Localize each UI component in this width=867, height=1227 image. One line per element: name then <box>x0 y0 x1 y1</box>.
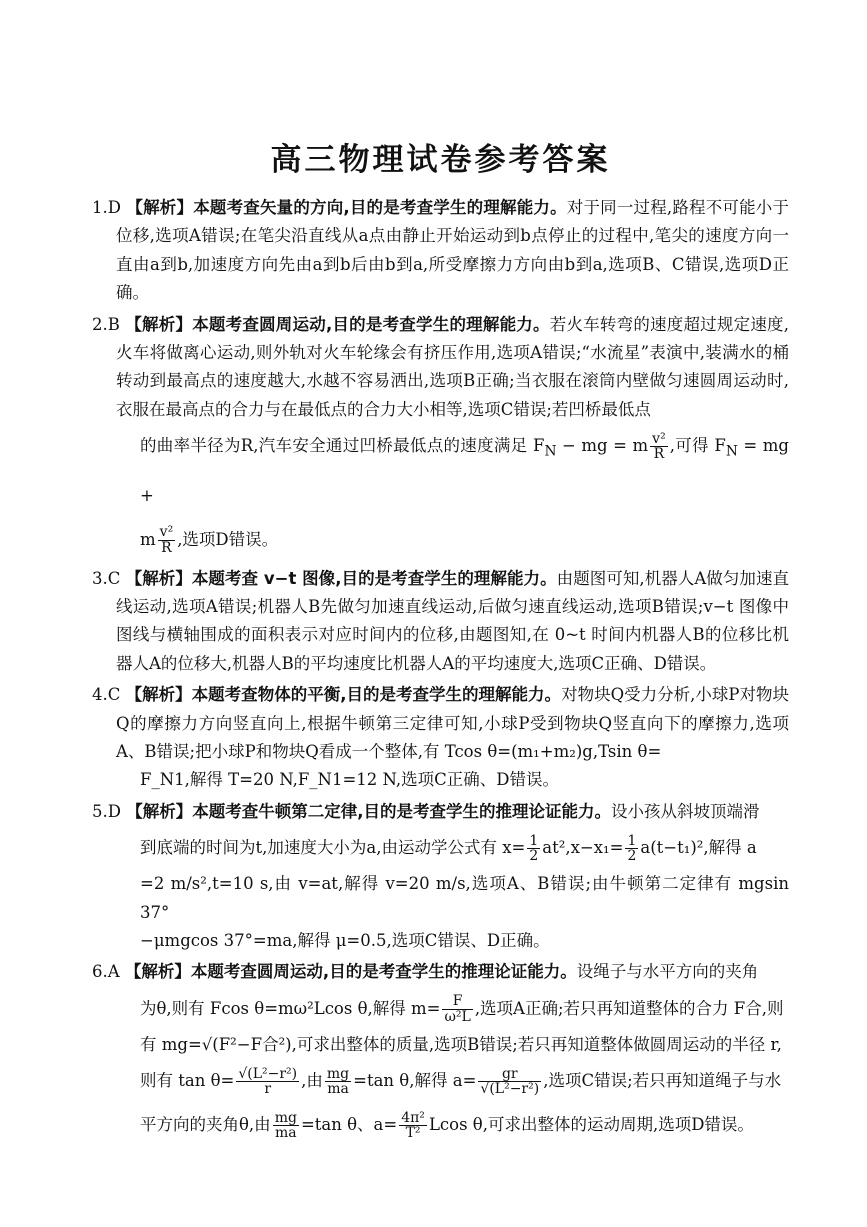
formula-text: = mg + <box>140 436 789 505</box>
fraction: $\frac{mg}{ma}$ <box>274 1109 297 1142</box>
formula-text: m <box>140 529 156 549</box>
formula-text: 的曲率半径为R,汽车安全通过凹桥最低点的速度满足 F <box>140 436 545 456</box>
formula-text: 为θ,则有 Fcos θ=mω²Lcos θ,解得 m= <box>140 998 441 1018</box>
analysis-lead: 本题考查 v−t 图像,目的是考查学生的理解能力。 <box>191 568 557 588</box>
formula-text: at²,x−x₁= <box>542 838 624 858</box>
fraction: $\frac{\text{4π²}}{\text{T²}}$ <box>401 1109 425 1142</box>
answer-number: 1.D <box>92 198 121 217</box>
analysis-body: 由题图可知,机器人A做匀加速直线运动,选项A错误;机器人B先做匀加速直线运动,后做匀速直线运动,选项B错误;v−t 图像中图线与横轴围成的面积表示对应时间内的位移,由题图知,在 0~t 时间内机器人B的位移比机器人A的位移大,机器人B的平均速度比机器人A的平均速度大,选项C正确、D错误。 <box>116 568 789 673</box>
fraction: $\frac{F}{\text{ω²L}}$ <box>444 993 471 1025</box>
fraction-numerator: v² <box>652 430 666 447</box>
formula-text: 平方向的夹角θ,由 <box>140 1115 271 1135</box>
analysis-tag: 【解析】 <box>126 801 193 821</box>
formula-text: ,可得 F <box>669 436 726 456</box>
formula-text: ,选项C错误;若只再知道绳子与水 <box>543 1071 782 1091</box>
answer-number: 6.A <box>92 962 120 982</box>
formula-text: Lcos θ,可求出整体的运动周期,选项D错误。 <box>428 1115 754 1135</box>
formula-text: a(t−t₁)²,解得 a <box>640 838 757 858</box>
answer-item-1 <box>92 194 789 308</box>
analysis-tag: 【解析】 <box>125 685 192 705</box>
page-title: 高三物理试卷参考答案 <box>270 142 611 178</box>
answer-item-2 <box>92 311 789 562</box>
analysis-body: 设小孩从斜坡顶端滑 <box>611 801 760 821</box>
analysis-lead: 本题考查圆周运动,目的是考查学生的理解能力。 <box>192 314 550 334</box>
analysis-lead: 本题考查圆周运动,目的是考查学生的推理论证能力。 <box>190 962 577 982</box>
analysis-tag: 【解析】 <box>124 962 191 982</box>
formula-text: 到底端的时间为t,加速度大小为a,由运动学公式有 x= <box>140 838 526 858</box>
analysis-body: 对物块Q受力分析,小球P对物块Q的摩擦力方向竖直向上,根据牛顿第三定律可知,小球P受到物块Q竖直向下的摩擦力,选项A、B错误;把小球P和物块Q看成一个整体,有 Tcos θ=(m₁+m₂)g,Tsin θ= <box>116 685 790 761</box>
formula-text: ,选项D错误。 <box>177 529 279 549</box>
answer-item-5 <box>92 798 789 956</box>
fraction-half: $\frac{1}{2}$ <box>529 832 539 865</box>
answer-item-4 <box>92 681 789 795</box>
answer-item-6 <box>92 958 789 1147</box>
formula-text: 有 mg=√(F²−F合²),可求出整体的质量,选项B错误;若只再知道整体做圆周运动的半径 r, <box>140 1034 782 1054</box>
answer-number: 2.B <box>92 314 120 334</box>
fraction <box>158 525 176 555</box>
fraction: $\frac{gr}{\text{√(L²−r²)}}$ <box>480 1065 540 1098</box>
formula-text: =tan θ、a= <box>300 1115 398 1135</box>
fraction-denominator: R <box>653 446 665 463</box>
analysis-body: =2 m/s²,t=10 s,由 v=at,解得 v=20 m/s,选项A、B错误;由牛顿第二定律有 mgsin 37° <box>140 874 789 922</box>
formula-subscript: N <box>725 443 738 460</box>
formula-text: − mg = m <box>556 436 649 456</box>
analysis-body: 设绳子与水平方向的夹角 <box>576 962 759 982</box>
formula-text: 则有 tan θ= <box>140 1071 235 1091</box>
analysis-body: F_N1,解得 T=20 N,F_N1=12 N,选项C正确、D错误。 <box>140 770 560 790</box>
fraction-denominator: R <box>161 539 172 556</box>
analysis-lead: 本题考查牛顿第二定律,目的是考查学生的推理论证能力。 <box>192 801 612 821</box>
formula-subscript: N <box>544 443 557 460</box>
answer-number: 4.C <box>92 685 121 705</box>
analysis-lead: 本题考查物体的平衡,目的是考查学生的理解能力。 <box>191 685 562 705</box>
fraction: $\frac{mg}{ma}$ <box>326 1065 350 1098</box>
formula-text: ,由 <box>301 1071 323 1091</box>
answer-item-3 <box>92 565 789 679</box>
fraction-half: $\frac{1}{2}$ <box>627 832 637 865</box>
analysis-tag: 【解析】 <box>125 568 192 588</box>
formula-text: ,选项A正确;若只再知道整体的合力 F合,则 <box>474 998 784 1018</box>
analysis-tag: 【解析】 <box>126 198 194 217</box>
fraction: $\frac{\text{√(L²−r²)}}{r}$ <box>238 1065 298 1098</box>
analysis-lead: 本题考查矢量的方向,目的是考查学生的理解能力。 <box>193 198 567 217</box>
analysis-body: 若火车转弯的速度超过规定速度,火车将做离心运动,则外轨对火车轮缘会有挤压作用,选项A错误;“水流星”表演中,装满水的桶转动到最高点的速度越大,水越不容易洒出,选项B正确;当衣服在滚筒内壁做匀速圆周运动时,衣服在最高点的合力与在最低点的合力大小相等,选项C错误;若凹桥最低点 <box>116 314 789 419</box>
analysis-tag: 【解析】 <box>125 314 193 334</box>
analysis-body: 对于同一过程,路程不可能小于位移,选项A错误;在笔尖沿直线从a点由静止开始运动到b点停止的过程中,笔尖的速度方向一直由a到b,加速度方向先由a到b后由b到a,所受摩擦力方向由b到a,选项B、C错误,选项D正确。 <box>116 198 789 303</box>
answer-number: 5.D <box>92 801 121 821</box>
fraction-numerator: v² <box>159 523 174 540</box>
formula-text: =tan θ,解得 a= <box>353 1071 477 1091</box>
answer-number: 3.C <box>92 568 121 588</box>
analysis-body: −μmgcos 37°=ma,解得 μ=0.5,选项C错误、D正确。 <box>140 931 550 951</box>
fraction <box>650 432 668 462</box>
